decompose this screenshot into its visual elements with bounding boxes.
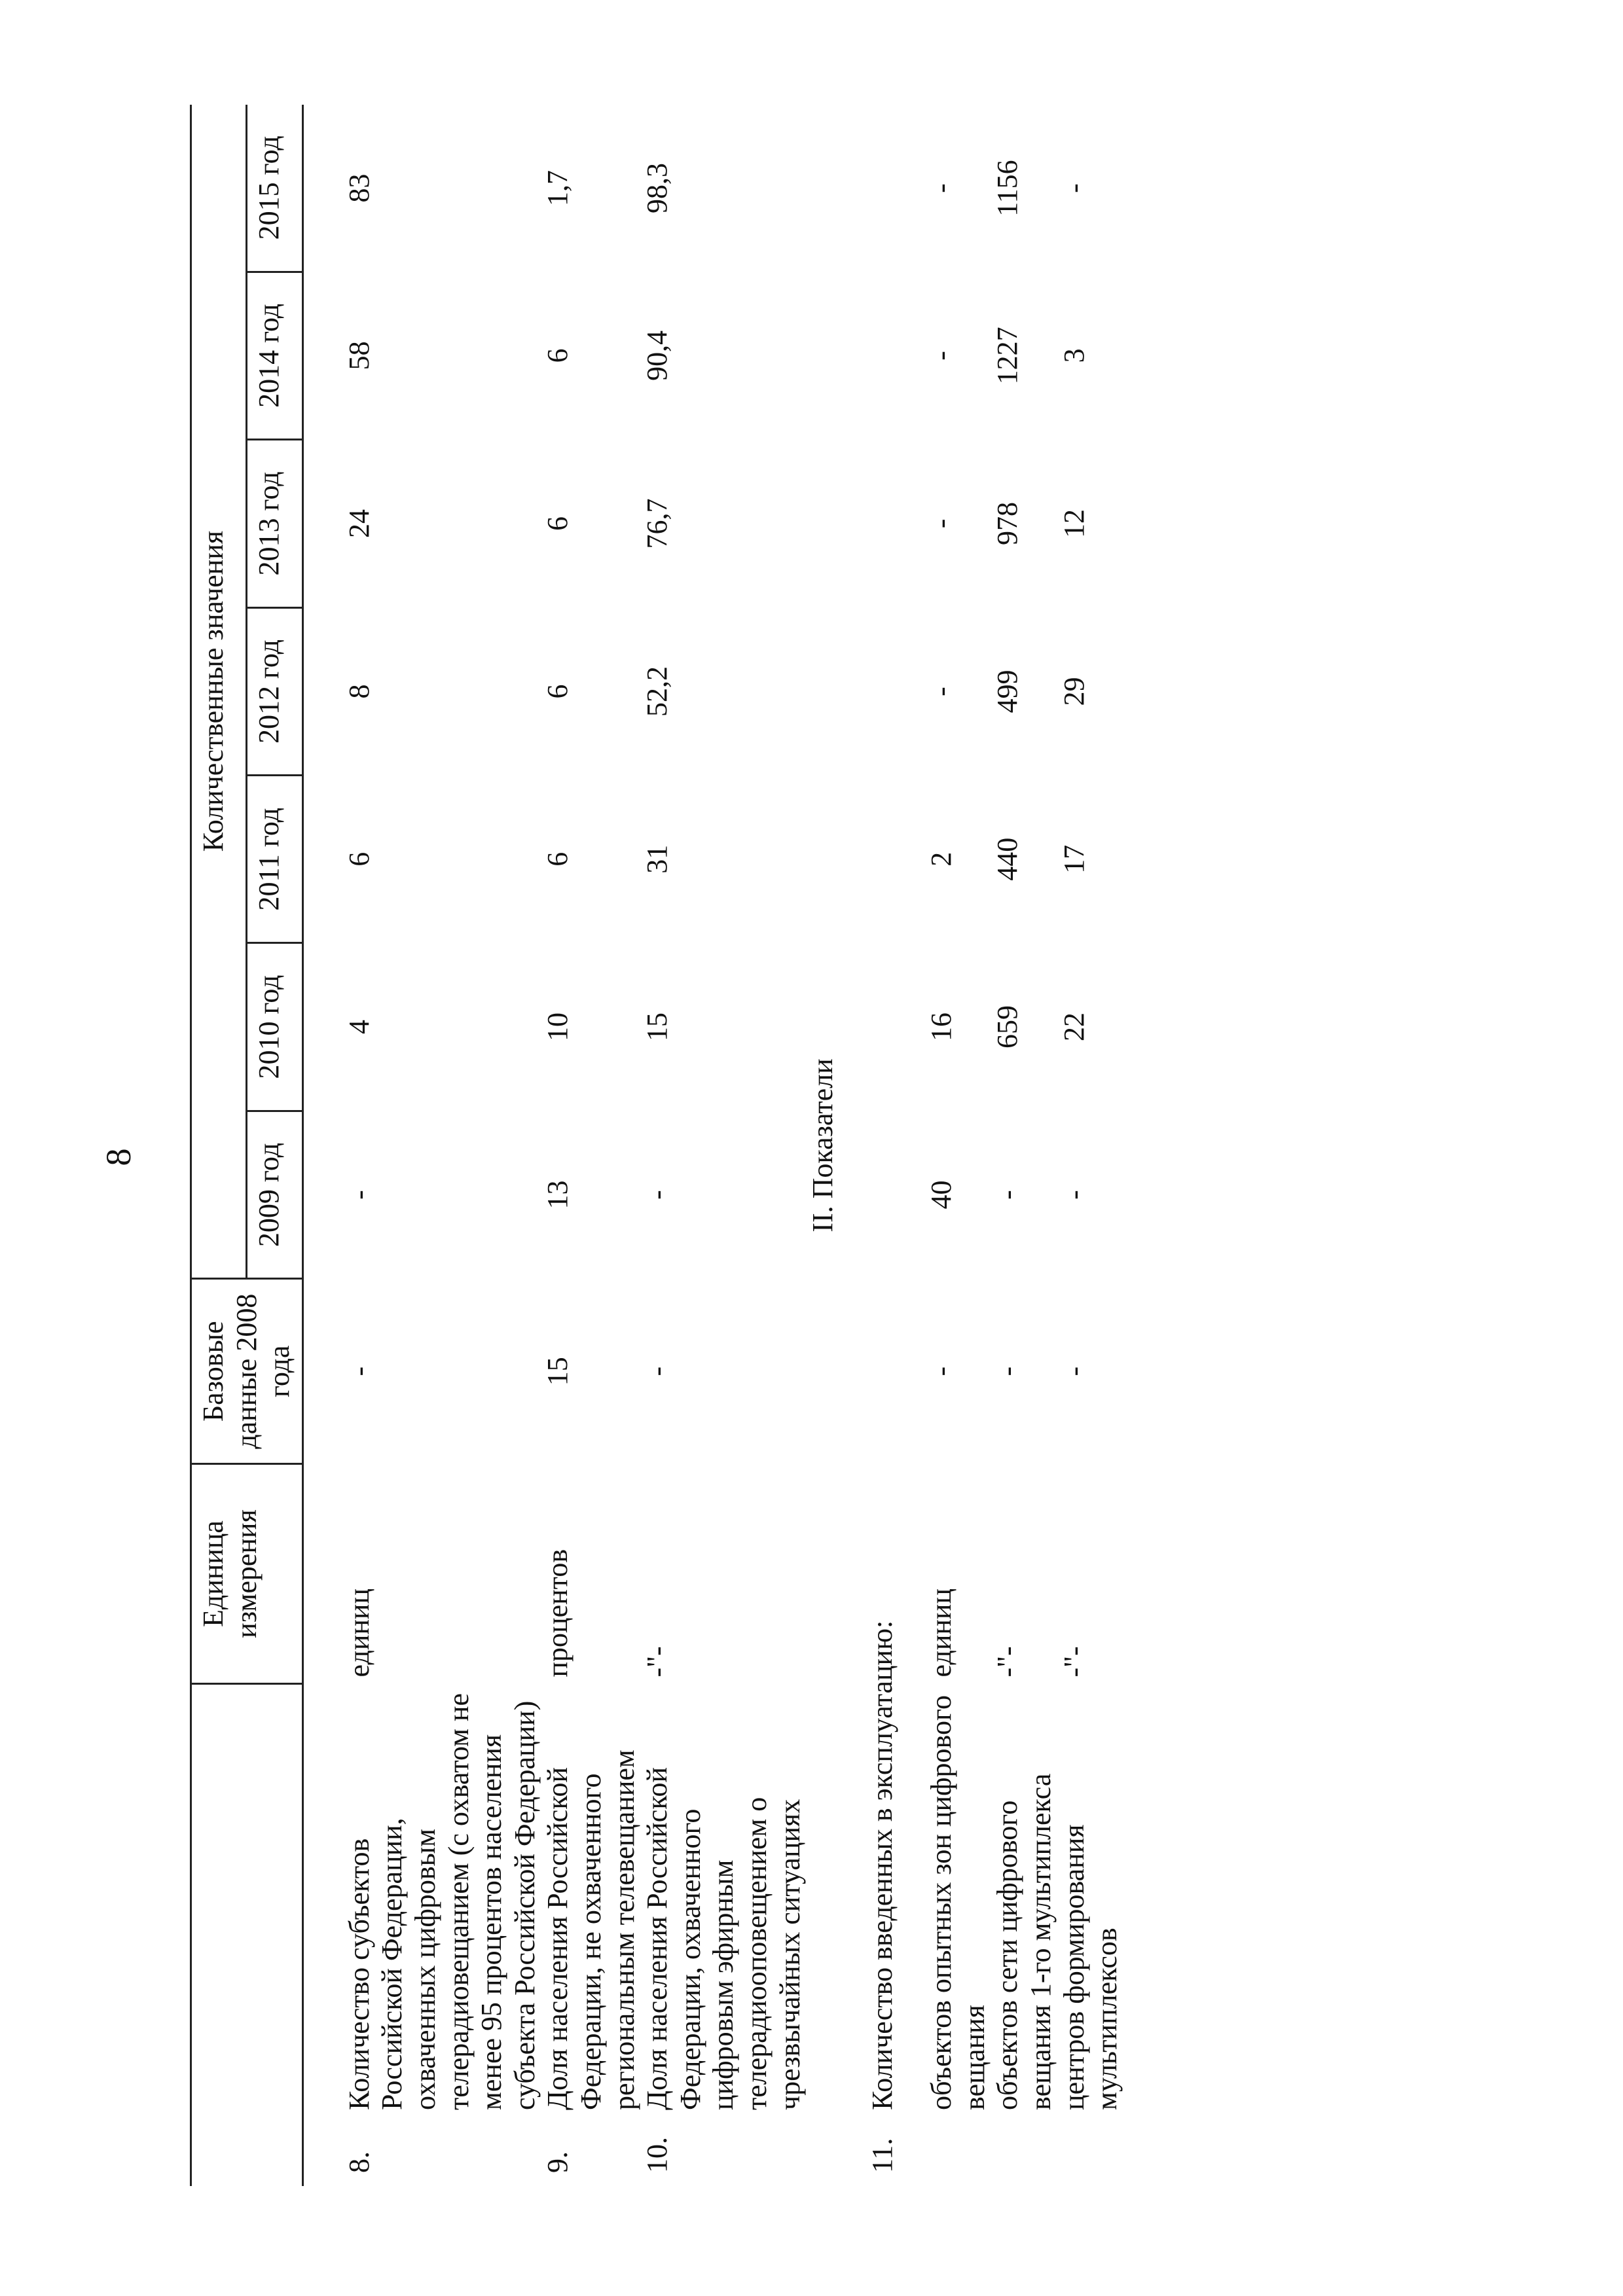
row-name: Доля населения Российской Федерации, охваченного цифровым эфирным телерадиооповещением о чрезвычайных ситуациях <box>641 1767 806 2110</box>
row-number: 10. <box>641 2137 674 2173</box>
row-value: 29 <box>1057 677 1090 706</box>
row-value: 3 <box>1057 348 1090 363</box>
row-unit: единиц <box>925 1588 958 1677</box>
row-name: объектов сети цифрового вещания 1-го мультиплекса <box>991 1773 1057 2110</box>
row-base: - <box>925 1366 958 1376</box>
header-base: Базовые данные 2008 года <box>191 1279 303 1464</box>
header-year: 2011 год <box>247 776 302 943</box>
row-value: 6 <box>541 348 574 363</box>
row-value: - <box>1057 1190 1090 1200</box>
row-base: 15 <box>541 1357 574 1386</box>
row-base: - <box>641 1366 674 1376</box>
row-value: 24 <box>342 509 375 538</box>
row-unit: -"- <box>991 1646 1024 1677</box>
row-value: 17 <box>1057 844 1090 874</box>
header-name <box>191 1684 303 2117</box>
row-value: 15 <box>641 1012 674 1041</box>
row-name: Доля населения Российской Федерации, не охваченного региональным телевещанием <box>541 1749 640 2110</box>
row-value: 16 <box>925 1012 958 1041</box>
header-year: 2013 год <box>247 440 302 608</box>
row-value: - <box>925 687 958 696</box>
row-value: - <box>991 1190 1024 1200</box>
page-number: 8 <box>99 1148 138 1166</box>
header-values-group: Количественные значения <box>191 105 247 1279</box>
row-number: 8. <box>342 2151 375 2173</box>
row-value: 6 <box>541 852 574 867</box>
row-value: 22 <box>1057 1012 1090 1041</box>
section-row <box>807 105 840 2186</box>
row-value: - <box>641 1190 674 1200</box>
row-value: 31 <box>641 844 674 874</box>
row-value: 499 <box>991 670 1024 713</box>
row-unit: -"- <box>641 1646 674 1677</box>
table-row <box>304 105 542 2186</box>
table-row <box>1058 105 1124 2186</box>
row-value: - <box>925 183 958 193</box>
row-base: - <box>991 1366 1024 1376</box>
row-value: 76,7 <box>641 498 674 549</box>
row-value: - <box>925 351 958 361</box>
row-value: 10 <box>541 1012 574 1041</box>
row-name: центров формирования мультиплексов <box>1057 1824 1123 2110</box>
header-year: 2015 год <box>247 105 302 272</box>
row-value: 2 <box>925 852 958 867</box>
row-base: - <box>1057 1366 1090 1376</box>
row-value: 1227 <box>991 327 1024 385</box>
row-value: 4 <box>342 1019 375 1034</box>
row-unit: единиц <box>342 1588 375 1677</box>
table-row <box>641 105 807 2186</box>
row-name: Количество субъектов Российской Федерации, охваченных цифровым телерадиовещанием (с охватом не менее 95 процентов населения субъекта Российской Федерации) <box>342 1693 541 2110</box>
row-value: - <box>342 1190 375 1200</box>
row-base: - <box>342 1366 375 1376</box>
row-value: 6 <box>541 516 574 531</box>
row-value: 12 <box>1057 509 1090 538</box>
row-value: 440 <box>991 837 1024 881</box>
row-value: 1156 <box>991 160 1024 217</box>
row-unit: -"- <box>1057 1646 1090 1677</box>
section-title: II. Показатели <box>807 1058 839 1232</box>
row-value: 978 <box>991 501 1024 545</box>
row-value: - <box>925 518 958 529</box>
header-unit: Единица измерения <box>191 1464 303 1684</box>
row-value: 40 <box>925 1180 958 1210</box>
row-value: 6 <box>541 684 574 699</box>
row-value: 1,7 <box>541 170 574 207</box>
header-year: 2014 год <box>247 272 302 440</box>
row-value: 83 <box>342 173 375 203</box>
table-row <box>541 105 641 2186</box>
header-number <box>191 2117 303 2186</box>
row-value: - <box>1057 183 1090 193</box>
row-value: 90,4 <box>641 330 674 381</box>
row-value: 52,2 <box>641 666 674 717</box>
row-number: 9. <box>541 2151 574 2173</box>
header-year: 2012 год <box>247 607 302 776</box>
header-year: 2009 год <box>247 1111 302 1279</box>
row-value: 13 <box>541 1180 574 1210</box>
table-row <box>899 105 991 2186</box>
table-row <box>991 105 1057 2186</box>
header-year: 2010 год <box>247 943 302 1111</box>
row-value: 8 <box>342 684 375 699</box>
indicators-table <box>190 105 1124 2186</box>
row-number: 11. <box>866 2138 898 2173</box>
table-row <box>840 105 900 2186</box>
row-name: объектов опытных зон цифрового вещания <box>925 1695 991 2110</box>
row-value: 6 <box>342 852 375 867</box>
row-name: Количество введенных в эксплуатацию: <box>866 1620 898 2110</box>
row-value: 659 <box>991 1005 1024 1049</box>
row-value: 58 <box>342 341 375 370</box>
row-value: 98,3 <box>641 163 674 214</box>
row-unit: процентов <box>541 1549 574 1677</box>
